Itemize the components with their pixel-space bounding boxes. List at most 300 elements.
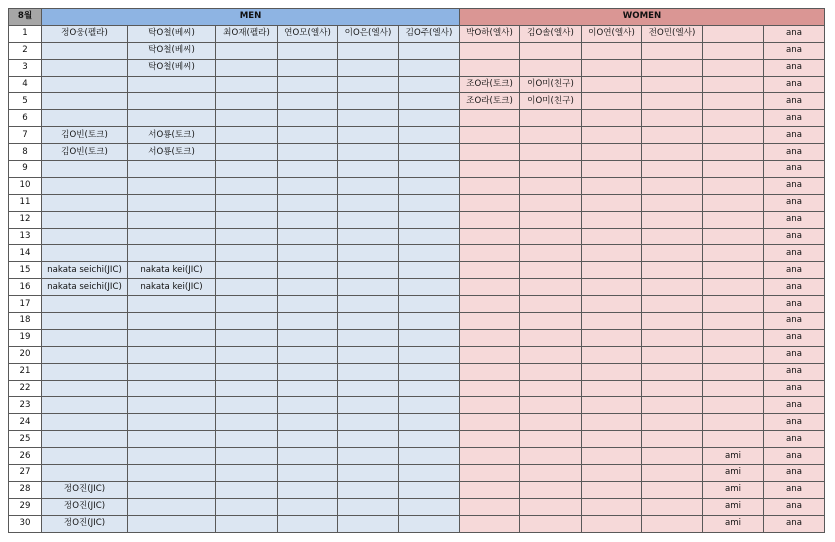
- cell[interactable]: [399, 127, 460, 144]
- cell[interactable]: [399, 296, 460, 313]
- day-cell[interactable]: 5: [9, 93, 42, 110]
- cell[interactable]: [42, 177, 128, 194]
- cell[interactable]: [520, 346, 582, 363]
- cell[interactable]: [338, 194, 399, 211]
- cell[interactable]: ana: [764, 363, 825, 380]
- cell[interactable]: 김O빈(토크): [42, 144, 128, 161]
- cell[interactable]: [703, 25, 764, 42]
- cell[interactable]: [216, 279, 278, 296]
- cell[interactable]: [278, 279, 338, 296]
- day-cell[interactable]: 12: [9, 211, 42, 228]
- cell[interactable]: [278, 144, 338, 161]
- cell[interactable]: [216, 144, 278, 161]
- cell[interactable]: [642, 76, 703, 93]
- cell[interactable]: [216, 515, 278, 532]
- cell[interactable]: [460, 481, 520, 498]
- cell[interactable]: [278, 76, 338, 93]
- cell[interactable]: [642, 448, 703, 465]
- day-cell[interactable]: 20: [9, 346, 42, 363]
- cell[interactable]: 김O솔(엘사): [520, 25, 582, 42]
- cell[interactable]: [520, 380, 582, 397]
- cell[interactable]: [520, 363, 582, 380]
- cell[interactable]: [582, 448, 642, 465]
- cell[interactable]: [703, 279, 764, 296]
- cell[interactable]: [278, 498, 338, 515]
- cell[interactable]: [216, 481, 278, 498]
- cell[interactable]: [460, 127, 520, 144]
- cell[interactable]: [642, 194, 703, 211]
- cell[interactable]: [278, 448, 338, 465]
- cell[interactable]: ana: [764, 25, 825, 42]
- cell[interactable]: [216, 228, 278, 245]
- cell[interactable]: [642, 110, 703, 127]
- cell[interactable]: [128, 363, 216, 380]
- cell[interactable]: 정O진(JIC): [42, 481, 128, 498]
- cell[interactable]: 최O재(펠라): [216, 25, 278, 42]
- cell[interactable]: [460, 262, 520, 279]
- cell[interactable]: [582, 380, 642, 397]
- cell[interactable]: [338, 279, 399, 296]
- cell[interactable]: [399, 481, 460, 498]
- cell[interactable]: ana: [764, 211, 825, 228]
- cell[interactable]: [128, 397, 216, 414]
- cell[interactable]: 탁O철(베씨): [128, 59, 216, 76]
- day-cell[interactable]: 28: [9, 481, 42, 498]
- cell[interactable]: [582, 329, 642, 346]
- cell[interactable]: ana: [764, 177, 825, 194]
- cell[interactable]: [338, 76, 399, 93]
- cell[interactable]: [128, 414, 216, 431]
- day-cell[interactable]: 3: [9, 59, 42, 76]
- cell[interactable]: [520, 194, 582, 211]
- cell[interactable]: [460, 346, 520, 363]
- cell[interactable]: [520, 515, 582, 532]
- cell[interactable]: [42, 329, 128, 346]
- cell[interactable]: [338, 313, 399, 330]
- cell[interactable]: [520, 42, 582, 59]
- cell[interactable]: [278, 380, 338, 397]
- cell[interactable]: [42, 397, 128, 414]
- cell[interactable]: nakata kei(JIC): [128, 262, 216, 279]
- cell[interactable]: 연O모(엘사): [278, 25, 338, 42]
- cell[interactable]: [216, 262, 278, 279]
- cell[interactable]: 박O하(엘사): [460, 25, 520, 42]
- day-cell[interactable]: 1: [9, 25, 42, 42]
- cell[interactable]: [642, 363, 703, 380]
- cell[interactable]: [582, 481, 642, 498]
- cell[interactable]: [278, 93, 338, 110]
- cell[interactable]: 정O진(JIC): [42, 515, 128, 532]
- cell[interactable]: [128, 211, 216, 228]
- cell[interactable]: [338, 448, 399, 465]
- cell[interactable]: [520, 228, 582, 245]
- cell[interactable]: [128, 481, 216, 498]
- cell[interactable]: [278, 346, 338, 363]
- cell[interactable]: [338, 177, 399, 194]
- cell[interactable]: ana: [764, 42, 825, 59]
- cell[interactable]: [338, 127, 399, 144]
- cell[interactable]: [216, 465, 278, 482]
- cell[interactable]: [399, 262, 460, 279]
- cell[interactable]: nakata seichi(JIC): [42, 262, 128, 279]
- cell[interactable]: ana: [764, 397, 825, 414]
- cell[interactable]: 탁O철(베씨): [128, 25, 216, 42]
- cell[interactable]: [278, 161, 338, 178]
- cell[interactable]: [278, 177, 338, 194]
- cell[interactable]: [703, 76, 764, 93]
- cell[interactable]: [399, 177, 460, 194]
- cell[interactable]: ana: [764, 414, 825, 431]
- cell[interactable]: [460, 42, 520, 59]
- cell[interactable]: [278, 245, 338, 262]
- cell[interactable]: [460, 363, 520, 380]
- cell[interactable]: [703, 93, 764, 110]
- cell[interactable]: [42, 296, 128, 313]
- cell[interactable]: [216, 448, 278, 465]
- cell[interactable]: ana: [764, 228, 825, 245]
- cell[interactable]: 탁O철(베씨): [128, 42, 216, 59]
- cell[interactable]: [520, 397, 582, 414]
- cell[interactable]: [399, 211, 460, 228]
- cell[interactable]: [399, 515, 460, 532]
- cell[interactable]: [703, 211, 764, 228]
- cell[interactable]: [42, 110, 128, 127]
- cell[interactable]: [338, 498, 399, 515]
- cell[interactable]: [520, 431, 582, 448]
- cell[interactable]: [42, 448, 128, 465]
- cell[interactable]: [399, 329, 460, 346]
- cell[interactable]: [399, 448, 460, 465]
- cell[interactable]: ana: [764, 431, 825, 448]
- cell[interactable]: [642, 515, 703, 532]
- cell[interactable]: [338, 431, 399, 448]
- cell[interactable]: [520, 498, 582, 515]
- cell[interactable]: [216, 380, 278, 397]
- cell[interactable]: [338, 380, 399, 397]
- cell[interactable]: [128, 228, 216, 245]
- cell[interactable]: ana: [764, 481, 825, 498]
- cell[interactable]: 이O미(친구): [520, 76, 582, 93]
- cell[interactable]: [278, 363, 338, 380]
- cell[interactable]: [216, 431, 278, 448]
- cell[interactable]: 김O주(엘사): [399, 25, 460, 42]
- cell[interactable]: [399, 431, 460, 448]
- cell[interactable]: [399, 313, 460, 330]
- day-cell[interactable]: 23: [9, 397, 42, 414]
- cell[interactable]: [642, 59, 703, 76]
- cell[interactable]: [216, 397, 278, 414]
- cell[interactable]: ana: [764, 76, 825, 93]
- cell[interactable]: [582, 59, 642, 76]
- cell[interactable]: [399, 194, 460, 211]
- cell[interactable]: [216, 161, 278, 178]
- cell[interactable]: [520, 279, 582, 296]
- cell[interactable]: [460, 245, 520, 262]
- cell[interactable]: [582, 127, 642, 144]
- cell[interactable]: [338, 262, 399, 279]
- cell[interactable]: 조O라(토크): [460, 76, 520, 93]
- cell[interactable]: [278, 110, 338, 127]
- cell[interactable]: [278, 313, 338, 330]
- cell[interactable]: [703, 431, 764, 448]
- cell[interactable]: [338, 329, 399, 346]
- cell[interactable]: ana: [764, 161, 825, 178]
- cell[interactable]: [278, 228, 338, 245]
- day-cell[interactable]: 14: [9, 245, 42, 262]
- cell[interactable]: [399, 144, 460, 161]
- cell[interactable]: [460, 296, 520, 313]
- day-cell[interactable]: 11: [9, 194, 42, 211]
- day-cell[interactable]: 13: [9, 228, 42, 245]
- cell[interactable]: ana: [764, 59, 825, 76]
- cell[interactable]: [520, 465, 582, 482]
- cell[interactable]: ana: [764, 262, 825, 279]
- cell[interactable]: [338, 228, 399, 245]
- women-header[interactable]: WOMEN: [460, 9, 825, 26]
- cell[interactable]: [216, 59, 278, 76]
- cell[interactable]: [582, 144, 642, 161]
- cell[interactable]: [460, 161, 520, 178]
- cell[interactable]: [278, 515, 338, 532]
- men-header[interactable]: MEN: [42, 9, 460, 26]
- cell[interactable]: 김O빈(토크): [42, 127, 128, 144]
- cell[interactable]: [703, 194, 764, 211]
- cell[interactable]: [128, 448, 216, 465]
- cell[interactable]: [399, 245, 460, 262]
- cell[interactable]: [42, 245, 128, 262]
- cell[interactable]: [216, 76, 278, 93]
- cell[interactable]: [520, 262, 582, 279]
- cell[interactable]: [128, 110, 216, 127]
- cell[interactable]: 정O웅(펠라): [42, 25, 128, 42]
- cell[interactable]: [582, 498, 642, 515]
- cell[interactable]: [460, 498, 520, 515]
- cell[interactable]: [642, 177, 703, 194]
- cell[interactable]: [582, 465, 642, 482]
- day-cell[interactable]: 7: [9, 127, 42, 144]
- month-cell[interactable]: 8월: [9, 9, 42, 26]
- cell[interactable]: [128, 465, 216, 482]
- cell[interactable]: [520, 245, 582, 262]
- cell[interactable]: ami: [703, 515, 764, 532]
- cell[interactable]: [338, 110, 399, 127]
- cell[interactable]: [642, 144, 703, 161]
- cell[interactable]: [642, 481, 703, 498]
- day-cell[interactable]: 26: [9, 448, 42, 465]
- cell[interactable]: [642, 397, 703, 414]
- cell[interactable]: [42, 76, 128, 93]
- cell[interactable]: [582, 228, 642, 245]
- cell[interactable]: [582, 211, 642, 228]
- cell[interactable]: [42, 431, 128, 448]
- cell[interactable]: [338, 397, 399, 414]
- cell[interactable]: [42, 313, 128, 330]
- cell[interactable]: [460, 177, 520, 194]
- cell[interactable]: [703, 397, 764, 414]
- cell[interactable]: [460, 329, 520, 346]
- cell[interactable]: [278, 329, 338, 346]
- cell[interactable]: ana: [764, 194, 825, 211]
- cell[interactable]: ana: [764, 93, 825, 110]
- cell[interactable]: [338, 481, 399, 498]
- cell[interactable]: [216, 498, 278, 515]
- cell[interactable]: nakata seichi(JIC): [42, 279, 128, 296]
- cell[interactable]: 이O은(엘사): [338, 25, 399, 42]
- cell[interactable]: [128, 296, 216, 313]
- cell[interactable]: [42, 42, 128, 59]
- cell[interactable]: [520, 59, 582, 76]
- cell[interactable]: [338, 363, 399, 380]
- cell[interactable]: [216, 93, 278, 110]
- cell[interactable]: [42, 194, 128, 211]
- cell[interactable]: [216, 127, 278, 144]
- cell[interactable]: [278, 296, 338, 313]
- cell[interactable]: [278, 211, 338, 228]
- cell[interactable]: [520, 448, 582, 465]
- cell[interactable]: [338, 245, 399, 262]
- cell[interactable]: [460, 110, 520, 127]
- cell[interactable]: [582, 262, 642, 279]
- cell[interactable]: [278, 127, 338, 144]
- day-cell[interactable]: 21: [9, 363, 42, 380]
- cell[interactable]: [216, 414, 278, 431]
- cell[interactable]: [278, 465, 338, 482]
- cell[interactable]: [642, 211, 703, 228]
- cell[interactable]: [703, 228, 764, 245]
- cell[interactable]: [582, 76, 642, 93]
- cell[interactable]: [128, 245, 216, 262]
- cell[interactable]: [278, 262, 338, 279]
- cell[interactable]: [278, 397, 338, 414]
- cell[interactable]: [703, 177, 764, 194]
- cell[interactable]: [42, 161, 128, 178]
- cell[interactable]: [216, 194, 278, 211]
- cell[interactable]: [216, 329, 278, 346]
- cell[interactable]: [582, 346, 642, 363]
- cell[interactable]: [703, 262, 764, 279]
- cell[interactable]: [278, 481, 338, 498]
- day-cell[interactable]: 24: [9, 414, 42, 431]
- cell[interactable]: 이O미(친구): [520, 93, 582, 110]
- cell[interactable]: [42, 93, 128, 110]
- cell[interactable]: [338, 296, 399, 313]
- day-cell[interactable]: 27: [9, 465, 42, 482]
- cell[interactable]: [642, 279, 703, 296]
- cell[interactable]: ami: [703, 481, 764, 498]
- cell[interactable]: [582, 431, 642, 448]
- cell[interactable]: [460, 194, 520, 211]
- cell[interactable]: 이O연(엘사): [582, 25, 642, 42]
- cell[interactable]: [42, 211, 128, 228]
- cell[interactable]: [582, 194, 642, 211]
- cell[interactable]: [642, 93, 703, 110]
- cell[interactable]: [338, 93, 399, 110]
- cell[interactable]: [128, 346, 216, 363]
- cell[interactable]: [128, 93, 216, 110]
- cell[interactable]: [520, 144, 582, 161]
- cell[interactable]: [128, 313, 216, 330]
- cell[interactable]: [703, 380, 764, 397]
- cell[interactable]: [642, 431, 703, 448]
- cell[interactable]: [128, 431, 216, 448]
- cell[interactable]: [642, 313, 703, 330]
- cell[interactable]: [582, 414, 642, 431]
- day-cell[interactable]: 15: [9, 262, 42, 279]
- cell[interactable]: [42, 228, 128, 245]
- cell[interactable]: [642, 498, 703, 515]
- day-cell[interactable]: 16: [9, 279, 42, 296]
- cell[interactable]: [703, 127, 764, 144]
- cell[interactable]: [703, 59, 764, 76]
- cell[interactable]: ana: [764, 110, 825, 127]
- cell[interactable]: 조O라(토크): [460, 93, 520, 110]
- cell[interactable]: [460, 59, 520, 76]
- cell[interactable]: [642, 262, 703, 279]
- day-cell[interactable]: 25: [9, 431, 42, 448]
- cell[interactable]: [520, 110, 582, 127]
- cell[interactable]: [460, 380, 520, 397]
- cell[interactable]: [642, 245, 703, 262]
- day-cell[interactable]: 30: [9, 515, 42, 532]
- cell[interactable]: [582, 363, 642, 380]
- cell[interactable]: [582, 93, 642, 110]
- cell[interactable]: [338, 346, 399, 363]
- cell[interactable]: [399, 59, 460, 76]
- cell[interactable]: [703, 329, 764, 346]
- cell[interactable]: [399, 363, 460, 380]
- cell[interactable]: [42, 380, 128, 397]
- cell[interactable]: [278, 42, 338, 59]
- cell[interactable]: ana: [764, 346, 825, 363]
- cell[interactable]: [338, 515, 399, 532]
- cell[interactable]: [42, 414, 128, 431]
- cell[interactable]: 전O민(엘사): [642, 25, 703, 42]
- cell[interactable]: [399, 414, 460, 431]
- cell[interactable]: [216, 363, 278, 380]
- cell[interactable]: ana: [764, 313, 825, 330]
- cell[interactable]: [42, 363, 128, 380]
- cell[interactable]: ana: [764, 329, 825, 346]
- cell[interactable]: [460, 431, 520, 448]
- day-cell[interactable]: 2: [9, 42, 42, 59]
- cell[interactable]: [338, 144, 399, 161]
- cell[interactable]: [216, 177, 278, 194]
- cell[interactable]: [128, 194, 216, 211]
- cell[interactable]: [582, 42, 642, 59]
- cell[interactable]: [520, 481, 582, 498]
- cell[interactable]: [216, 110, 278, 127]
- cell[interactable]: [460, 515, 520, 532]
- cell[interactable]: [278, 59, 338, 76]
- cell[interactable]: nakata kei(JIC): [128, 279, 216, 296]
- cell[interactable]: [42, 346, 128, 363]
- cell[interactable]: [703, 296, 764, 313]
- cell[interactable]: [460, 279, 520, 296]
- cell[interactable]: ami: [703, 465, 764, 482]
- cell[interactable]: [642, 380, 703, 397]
- cell[interactable]: [582, 397, 642, 414]
- cell[interactable]: [582, 313, 642, 330]
- cell[interactable]: [703, 144, 764, 161]
- day-cell[interactable]: 10: [9, 177, 42, 194]
- cell[interactable]: [642, 465, 703, 482]
- cell[interactable]: ana: [764, 380, 825, 397]
- cell[interactable]: [128, 329, 216, 346]
- cell[interactable]: [338, 42, 399, 59]
- cell[interactable]: [399, 380, 460, 397]
- cell[interactable]: [216, 346, 278, 363]
- cell[interactable]: ana: [764, 144, 825, 161]
